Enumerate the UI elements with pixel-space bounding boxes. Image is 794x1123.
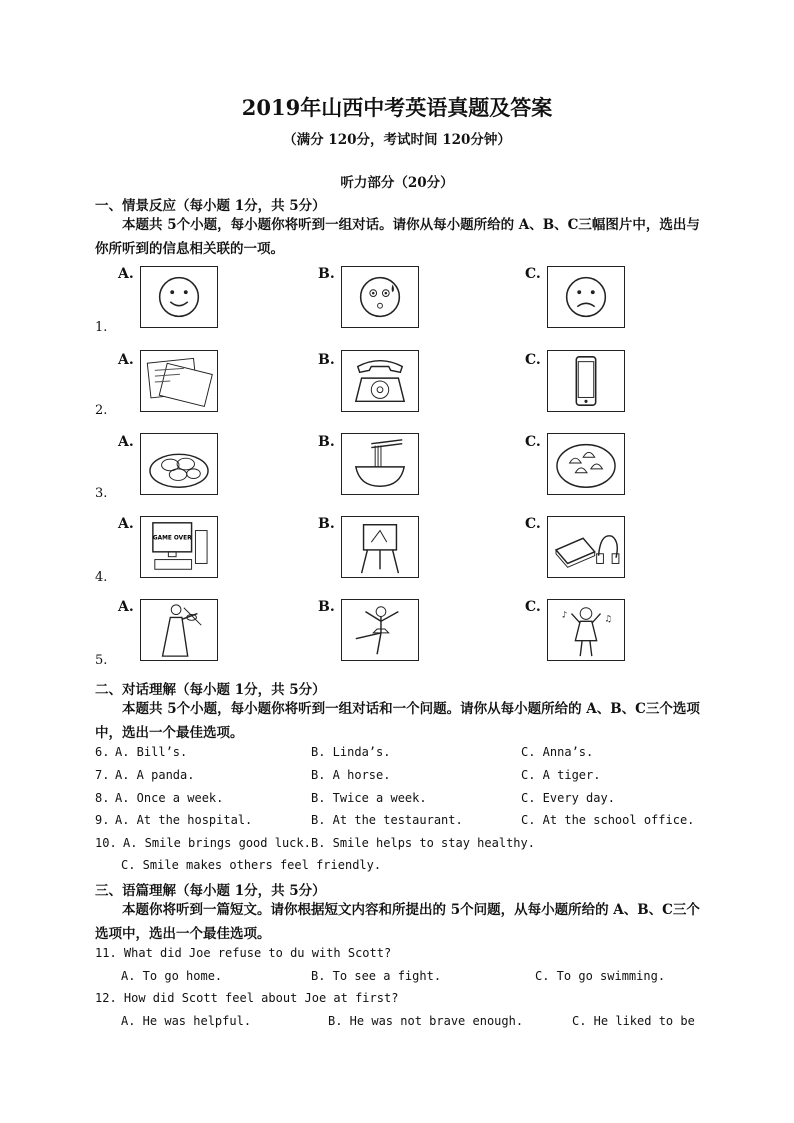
option-b[interactable]: B. Twice a week. [311,791,427,805]
question-number-5: 5. [95,653,108,668]
dancing-girl-icon [342,600,418,660]
option-b[interactable]: B. Smile helps to stay healthy. [311,836,535,850]
option-a[interactable]: A. Bill’s. [115,745,188,759]
option-letter-a: A. [118,434,134,450]
option-letter-b: B. [318,599,335,615]
option-letter-b: B. [318,266,335,282]
letter-icon [141,351,217,411]
option-letter-c: C. [525,266,541,282]
easel-icon [342,517,418,577]
option-letter-c: C. [525,599,541,615]
section1-instruction: 本题共 5个小题，每小题你将听到一组对话。请你从每小题所给的 A、B、C三幅图片中，选出与你所听到的信息相关联的一项。 [95,217,700,257]
singing-girl-icon [548,600,624,660]
option-letter-c: C. [525,516,541,532]
question-stem: 12. How did Scott feel about Joe at first? [95,991,399,1005]
mobile-phone-picture[interactable] [547,350,625,412]
section2-heading: 二、对话理解（每小题 1分，共 5分） [95,682,326,698]
page-subtitle: （满分 120分，考试时间 120分钟） [283,132,511,148]
computer-icon [141,517,217,577]
section3-heading: 三、语篇理解（每小题 1分，共 5分） [95,883,326,899]
cakes-plate-picture[interactable] [140,433,218,495]
option-c[interactable]: C. Every day. [521,791,615,805]
singing-girl-picture[interactable] [547,599,625,661]
question-number-3: 3. [95,486,108,501]
option-a[interactable]: A. A panda. [115,768,195,782]
question-number: 6. [95,745,110,759]
option-a[interactable]: A. At the hospital. [115,813,253,827]
cakes-plate-icon [141,434,217,494]
nervous-face-icon [342,267,418,327]
dumplings-plate-icon [548,434,624,494]
option-c[interactable]: C. Smile makes others feel friendly. [121,858,382,872]
option-b[interactable]: B. Linda’s. [311,745,391,759]
book-headphones-picture[interactable] [547,516,625,578]
question-number-1: 1. [95,320,108,335]
question-number: 10. [95,836,117,850]
telephone-icon [342,351,418,411]
option-letter-b: B. [318,516,335,532]
question-number: 8. [95,791,110,805]
violin-girl-icon [141,600,217,660]
section3-instruction: 本题你将听到一篇短文。请你根据短文内容和所提出的 5个问题，从每小题所给的 A、B、C三个选项中，选出一个最佳选项。 [95,902,700,942]
option-b[interactable]: B. To see a fight. [311,969,442,983]
mobile-phone-icon [548,351,624,411]
option-c[interactable]: C. At the school office. [521,813,695,827]
option-b[interactable]: B. A horse. [311,768,391,782]
option-c[interactable]: C. Anna’s. [521,745,594,759]
option-letter-a: A. [118,266,134,282]
part-heading: 听力部分（20分） [340,175,454,191]
option-a[interactable]: A. Smile brings good luck. [123,836,311,850]
option-c[interactable]: C. To go swimming. [535,969,666,983]
nervous-face-picture[interactable] [341,266,419,328]
noodles-bowl-icon [342,434,418,494]
question-number: 9. [95,813,110,827]
option-c[interactable]: C. A tiger. [521,768,601,782]
option-a[interactable]: A. To go home. [121,969,223,983]
violin-girl-picture[interactable] [140,599,218,661]
sad-face-icon [548,267,624,327]
option-letter-a: A. [118,516,134,532]
option-letter-b: B. [318,434,335,450]
option-letter-c: C. [525,352,541,368]
game-computer-picture[interactable] [140,516,218,578]
page-title: 2019年山西中考英语真题及答案 [241,95,553,120]
svg-text:♪: ♪ [561,610,568,621]
option-b[interactable]: B. He was not brave enough. [328,1014,524,1028]
book-headphones-icon [548,517,624,577]
question-stem: 11. What did Joe refuse to du with Scott? [95,946,392,960]
section1-heading: 一、情景反应（每小题 1分，共 5分） [95,198,326,214]
option-a[interactable]: A. Once a week. [115,791,224,805]
painting-easel-picture[interactable] [341,516,419,578]
noodles-bowl-picture[interactable] [341,433,419,495]
option-c[interactable]: C. He liked to be [572,1014,695,1028]
option-letter-b: B. [318,352,335,368]
question-number: 7. [95,768,110,782]
happy-face-icon [141,267,217,327]
section2-instruction: 本题共 5个小题，每小题你将听到一组对话和一个问题。请你从每小题所给的 A、B、C三个选项中，选出一个最佳选项。 [95,701,700,741]
option-b[interactable]: B. At the testaurant. [311,813,463,827]
happy-face-picture[interactable] [140,266,218,328]
svg-text:♫: ♫ [604,614,613,625]
dancing-girl-picture[interactable] [341,599,419,661]
option-a[interactable]: A. He was helpful. [121,1014,252,1028]
letter-picture[interactable] [140,350,218,412]
sad-face-picture[interactable] [547,266,625,328]
option-letter-a: A. [118,599,134,615]
telephone-picture[interactable] [341,350,419,412]
dumplings-plate-picture[interactable] [547,433,625,495]
question-number-2: 2. [95,403,108,418]
option-letter-c: C. [525,434,541,450]
option-letter-a: A. [118,352,134,368]
question-number-4: 4. [95,570,108,585]
screen-text: GAME OVER [152,535,192,542]
